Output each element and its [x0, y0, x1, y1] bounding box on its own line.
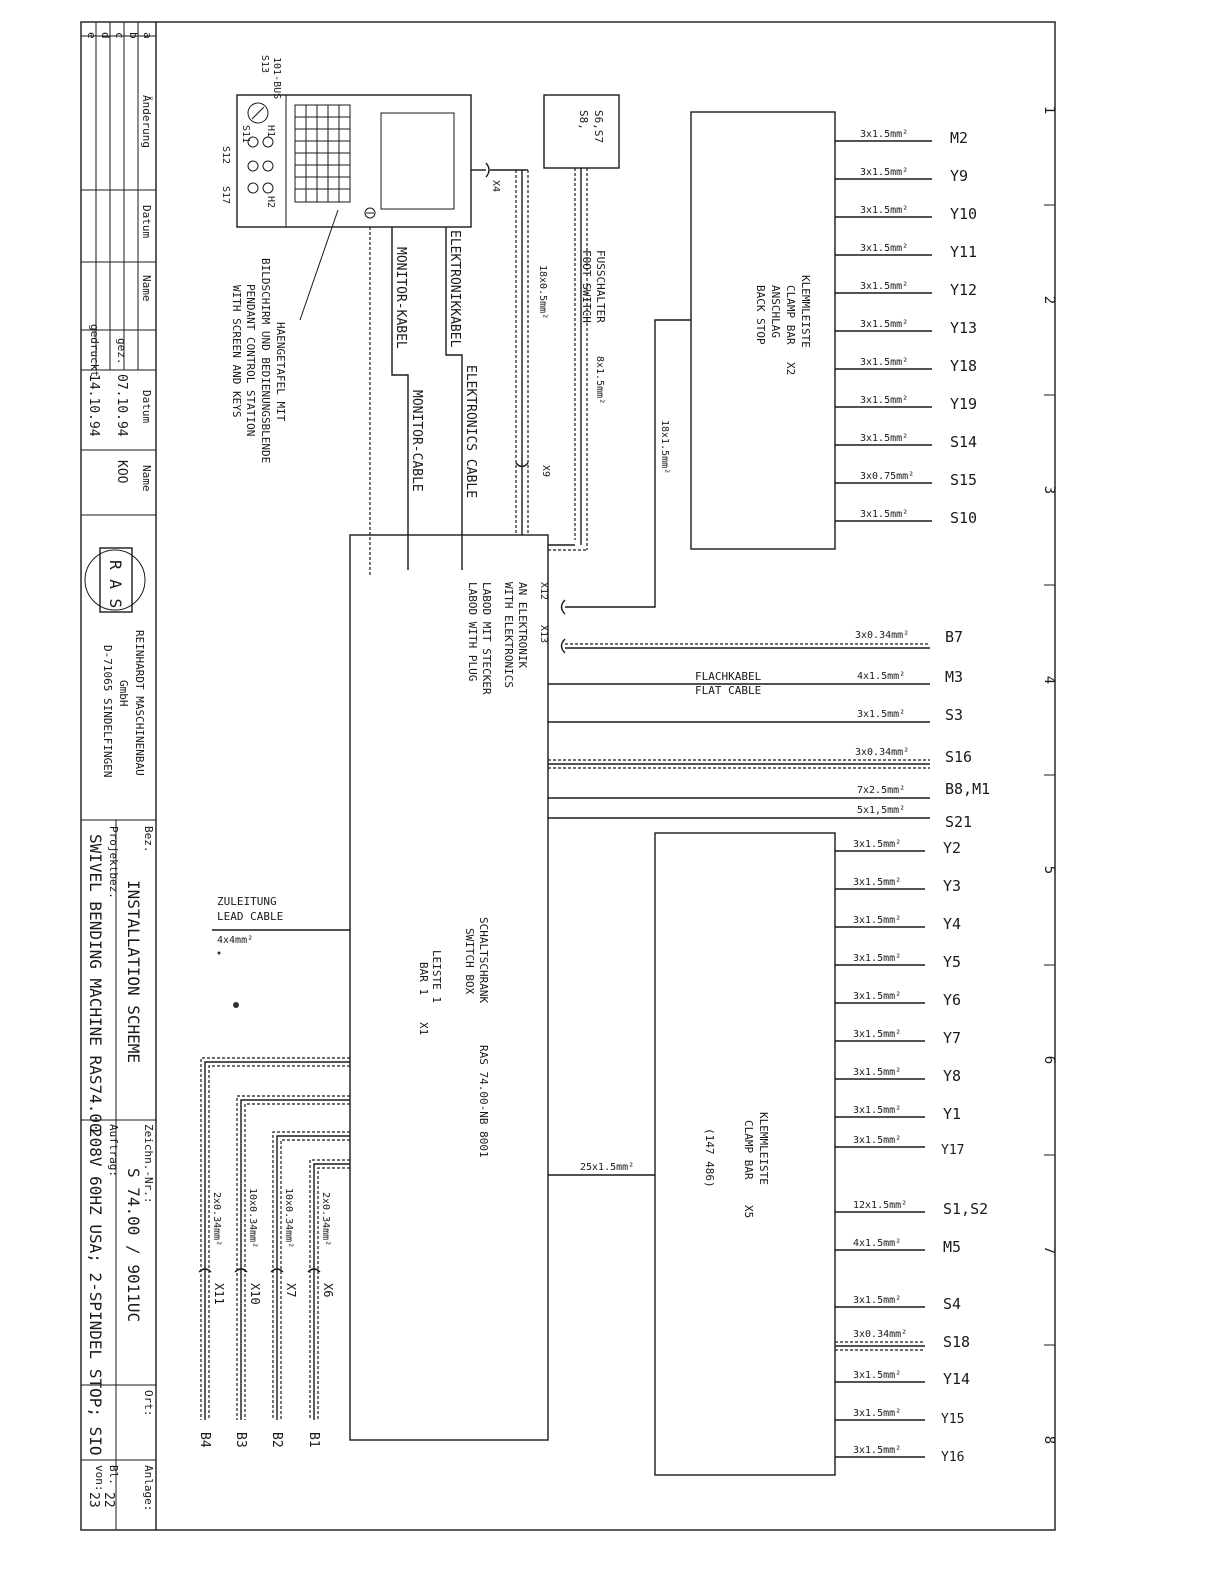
sensor-connector: X6 — [321, 1283, 335, 1298]
labod-desc3: LABOD MIT STECKER — [480, 582, 493, 695]
back-stop-title4: ANSCHLAG — [769, 285, 782, 338]
zeich-value: S 74.00 / 9011UC — [124, 1168, 143, 1323]
back-stop-endpoint: Y11 — [950, 243, 978, 261]
direct-wire-cable: 5x1,5mm² — [857, 805, 906, 816]
x4-label: X4 — [490, 180, 501, 193]
clamp-bar-endpoint: S18 — [943, 1333, 971, 1351]
grid-number: 8 — [1041, 1435, 1057, 1445]
grid-number: 1 — [1041, 105, 1057, 115]
back-stop-cable: 3x1.5mm² — [860, 395, 909, 406]
foot-switch-cable2: 18x0.5mm² — [537, 265, 548, 320]
direct-wire-endpoint: S16 — [945, 748, 973, 766]
foot-switch-desc-en: FOOT SWITCH — [580, 250, 593, 323]
company-line2: GmbH — [117, 680, 130, 707]
h1-label: H1 — [265, 125, 276, 138]
x1-label: X1 — [417, 1022, 430, 1036]
direct-wire-endpoint: S3 — [945, 706, 964, 724]
direct-wire-cable: 3x1.5mm² — [857, 709, 906, 720]
x9-label: X9 — [540, 465, 551, 478]
foot-switch-label2: S8, — [577, 110, 590, 130]
direct-wire-endpoint: M3 — [945, 668, 964, 686]
clamp-bar-endpoint: M5 — [943, 1238, 962, 1256]
s17-label: S17 — [220, 186, 231, 205]
flat-cable-label-de: FLACHKABEL — [695, 670, 762, 683]
col-date: Datum — [140, 390, 153, 424]
clamp-bar-endpoint: Y2 — [943, 839, 962, 857]
back-stop-wires — [835, 141, 932, 521]
direct-wire-cable: 7x2.5mm² — [857, 785, 906, 796]
clamp-bar-endpoint: Y15 — [941, 1412, 965, 1427]
back-stop-cable: 3x1.5mm² — [860, 205, 909, 216]
back-stop-title2: CLAMP BAR — [784, 285, 797, 345]
back-stop-endpoint: Y12 — [950, 281, 978, 299]
bar-label-de: LEISTE 1 — [430, 950, 443, 1003]
clamp-bar-cable: 3x0.34mm² — [853, 1329, 908, 1340]
clamp-bar-cable: 3x1.5mm² — [853, 1445, 902, 1456]
clamp-bar-cable: 3x1.5mm² — [853, 1029, 902, 1040]
back-stop-endpoint: S10 — [950, 509, 978, 527]
flat-cable-label-en: FLAT CABLE — [695, 684, 762, 697]
header-name: Name — [140, 275, 153, 302]
x12-label: X12 — [538, 582, 549, 601]
button-icon — [263, 161, 273, 171]
bus-label: 101-BUS — [271, 57, 282, 100]
clamp-bar-title3: X5 — [742, 1205, 755, 1219]
auftrag-label: Auftrag: — [107, 1124, 120, 1177]
revision-letter: c — [113, 32, 126, 39]
printed-label: gedruckt — [88, 324, 101, 377]
button-icon — [248, 161, 258, 171]
blatt-label: Bl. — [107, 1465, 120, 1485]
back-stop-title3: X2 — [784, 362, 797, 376]
drawing-frame — [81, 22, 1055, 1530]
direct-wire-cable: 3x0.34mm² — [855, 747, 910, 758]
clamp-bar-endpoint: Y3 — [943, 877, 962, 895]
sensor-endpoint: B2 — [269, 1432, 284, 1448]
sensor-endpoint: B4 — [197, 1432, 212, 1448]
back-stop-endpoint: M2 — [950, 129, 969, 147]
clamp-bar-endpoint: Y6 — [943, 991, 962, 1009]
foot-switch-label1: S6,S7 — [592, 110, 605, 144]
clamp-bar-title1: KLEMMLEISTE — [757, 1112, 770, 1185]
clamp-bar-cable: 12x1.5mm² — [853, 1200, 908, 1211]
sensor-cable: 10x0.34mm² — [247, 1188, 258, 1249]
sensor-endpoint: B1 — [306, 1432, 321, 1448]
back-stop-feed-cable — [565, 320, 691, 607]
clamp-bar-endpoint: Y5 — [943, 953, 962, 971]
zeich-label: Zeichn.-Nr.: — [142, 1124, 155, 1204]
back-stop-endpoint: Y18 — [950, 357, 978, 375]
x4-shielded-cable — [486, 163, 528, 535]
labod-desc1: AN ELEKTRONIK — [516, 582, 529, 669]
clamp-bar-cable: 3x1.5mm² — [853, 1370, 902, 1381]
header-change: Änderung — [140, 95, 153, 148]
foot-switch-desc-de: FUSSCHALTER — [594, 250, 607, 323]
back-stop-endpoint: Y19 — [950, 395, 978, 413]
sensor-connector: X7 — [284, 1283, 298, 1298]
clamp-bar-endpoint: Y8 — [943, 1067, 962, 1085]
sensor-cable: 10x0.34mm² — [283, 1188, 294, 1249]
pendant-desc4: WITH SCREEN AND KEYS — [230, 285, 243, 418]
clamp-bar-endpoint: Y1 — [943, 1105, 962, 1123]
clamp-bar-cable: 3x1.5mm² — [853, 953, 902, 964]
revision-letter: e — [85, 32, 98, 39]
grid-number: 2 — [1041, 295, 1057, 305]
back-stop-title5: BACK STOP — [754, 285, 767, 345]
s12-label: S12 — [220, 146, 231, 165]
clamp-bar-cable: 3x1.5mm² — [853, 877, 902, 888]
clamp-bar-feed-label: 25x1.5mm² — [580, 1162, 635, 1173]
von-value: 23 — [86, 1492, 101, 1508]
logo-letters: R A S — [106, 560, 125, 609]
revision-letter: b — [127, 32, 140, 39]
clamp-bar-cable: 3x1.5mm² — [853, 1295, 902, 1306]
elektronik-cable-label-de: ELEKTRONIKKABEL — [447, 230, 462, 348]
drawn-date: 07.10.94 — [114, 374, 129, 437]
labod-desc2: WITH ELEKTRONICS — [502, 582, 515, 688]
von-label: von: — [93, 1465, 106, 1492]
pendant-desc3: PENDANT CONTROL STATION — [244, 284, 257, 437]
ras-logo — [85, 548, 145, 612]
lead-label-en: LEAD CABLE — [217, 910, 284, 923]
clamp-bar-endpoint: Y4 — [943, 915, 962, 933]
back-stop-endpoint: S14 — [950, 433, 978, 451]
revision-letter: d — [99, 32, 112, 39]
back-stop-title1: KLEMMLEISTE — [799, 275, 812, 348]
clamp-bar-cable: 3x1.5mm² — [853, 1067, 902, 1078]
clamp-bar-endpoint: Y7 — [943, 1029, 962, 1047]
monitor-cable-label-en: MONITOR-CABLE — [409, 390, 424, 492]
back-stop-cable: 3x1.5mm² — [860, 509, 909, 520]
clamp-bar-cable: 3x1.5mm² — [853, 839, 902, 850]
col-name: Name — [140, 465, 153, 492]
back-stop-endpoint: S15 — [950, 471, 978, 489]
clamp-bar-endpoint: Y16 — [941, 1450, 965, 1465]
grid-number: 3 — [1041, 485, 1057, 495]
elektronik-cable-label-en: ELEKTRONICS CABLE — [463, 365, 478, 499]
projekt-label: Projektbez. — [107, 826, 120, 899]
switch-box-title-en: SWITCH BOX — [463, 928, 476, 995]
header-date: Datum — [140, 205, 153, 239]
blatt-value: 22 — [101, 1492, 116, 1508]
sensor-connector: X11 — [212, 1283, 226, 1305]
ort-label: Ort: — [142, 1390, 155, 1417]
revision-letter: a — [141, 32, 154, 39]
switch-box — [350, 535, 548, 1440]
back-stop-endpoint: Y9 — [950, 167, 969, 185]
drawn-label: gez. — [115, 338, 128, 365]
clamp-bar-ref: (147 486) — [703, 1128, 716, 1188]
clamp-bar-endpoint: S4 — [943, 1295, 962, 1313]
back-stop-cable: 3x1.5mm² — [860, 129, 909, 140]
back-stop-endpoint: Y10 — [950, 205, 978, 223]
auftrag-value: 208V 60HZ USA; 2-SPINDEL STOP; SIO — [86, 1128, 105, 1456]
back-stop-cable: 3x1.5mm² — [860, 433, 909, 444]
lead-label-de: ZULEITUNG — [217, 895, 277, 908]
back-stop-feed-label: 18x1.5mm² — [659, 420, 670, 475]
s11-label: S11 — [240, 125, 251, 144]
back-stop-cable: 3x1.5mm² — [860, 243, 909, 254]
clamp-bar-cable: 4x1.5mm² — [853, 1238, 902, 1249]
switch-box-title-de: SCHALTSCHRANK — [477, 917, 490, 1004]
button-icon — [248, 183, 258, 193]
pendant-desc1: HAENGETAFEL MIT — [274, 322, 287, 422]
sensor-cable: 2x0.34mm² — [320, 1192, 331, 1247]
foot-switch-cable: 8x1.5mm² — [594, 356, 605, 405]
grid-number: 5 — [1041, 865, 1057, 875]
h2-label: H2 — [265, 196, 276, 209]
direct-wire-endpoint: S21 — [945, 813, 973, 831]
printed-date: 14.10.94 — [86, 374, 101, 437]
company-line3: D-71065 SINDELFINGEN — [101, 645, 114, 778]
company-line1: REINHARDT MASCHINENBAU — [133, 630, 146, 776]
monitor-cable-label-de: MONITOR-KABEL — [393, 247, 408, 349]
lead-cable-spec: 4x4mm² — [217, 935, 254, 946]
s13-label: S13 — [259, 55, 270, 74]
back-stop-cable: 3x1.5mm² — [860, 319, 909, 330]
clamp-bar-cable: 3x1.5mm² — [853, 991, 902, 1002]
clamp-bar-endpoint: S1,S2 — [943, 1200, 989, 1218]
switch-box-ref: RAS 74.00-NB 8001 — [477, 1045, 490, 1158]
bez-value: INSTALLATION SCHEME — [124, 880, 143, 1064]
back-stop-cable: 3x1.5mm² — [860, 357, 909, 368]
sensor-endpoint: B3 — [233, 1432, 248, 1448]
anlage-label: Anlage: — [142, 1465, 155, 1512]
lamp-icon — [263, 137, 273, 147]
clamp-bar-cable: 3x1.5mm² — [853, 1105, 902, 1116]
x12-plug-icon — [562, 600, 566, 614]
grid-number: 7 — [1041, 1245, 1057, 1255]
back-stop-cable: 3x1.5mm² — [860, 281, 909, 292]
bar-label-en: BAR 1 — [417, 962, 430, 996]
direct-wire-cable: 4x1.5mm² — [857, 671, 906, 682]
back-stop-cable: 3x1.5mm² — [860, 167, 909, 178]
scan-speck — [233, 1002, 239, 1008]
grid-ticks — [1044, 205, 1055, 1345]
scan-speck — [218, 952, 221, 955]
clamp-bar-endpoint: Y14 — [943, 1370, 971, 1388]
direct-wire-cable: 3x0.34mm² — [855, 630, 910, 641]
grid-number: 4 — [1041, 675, 1057, 685]
back-stop-endpoint: Y13 — [950, 319, 978, 337]
drawn-name: KOO — [114, 460, 129, 484]
clamp-bar-cable: 3x1.5mm² — [853, 1135, 902, 1146]
clamp-bar-wires — [835, 851, 925, 1457]
labod-desc4: LABOD WITH PLUG — [466, 582, 479, 682]
direct-wire-endpoint: B8,M1 — [945, 780, 991, 798]
direct-wire-endpoint: B7 — [945, 628, 964, 646]
grid-number: 6 — [1041, 1055, 1057, 1065]
clamp-bar-cable: 3x1.5mm² — [853, 1408, 902, 1419]
clamp-bar-endpoint: Y17 — [941, 1143, 965, 1158]
sensor-cable: 2x0.34mm² — [211, 1192, 222, 1247]
lamp-icon — [263, 183, 273, 193]
x13-label: X13 — [538, 625, 549, 644]
projekt-value: SWIVEL BENDING MACHINE RAS74.00 — [86, 834, 105, 1133]
pendant-desc2: BILDSCHIRM UND BEDIENUNGSBLENDE — [259, 258, 272, 464]
sensor-connector: X10 — [248, 1283, 262, 1305]
clamp-bar-cable: 3x1.5mm² — [853, 915, 902, 926]
back-stop-cable: 3x0.75mm² — [860, 471, 915, 482]
bez-label: Bez. — [142, 826, 155, 853]
clamp-bar-title2: CLAMP BAR — [742, 1120, 755, 1180]
